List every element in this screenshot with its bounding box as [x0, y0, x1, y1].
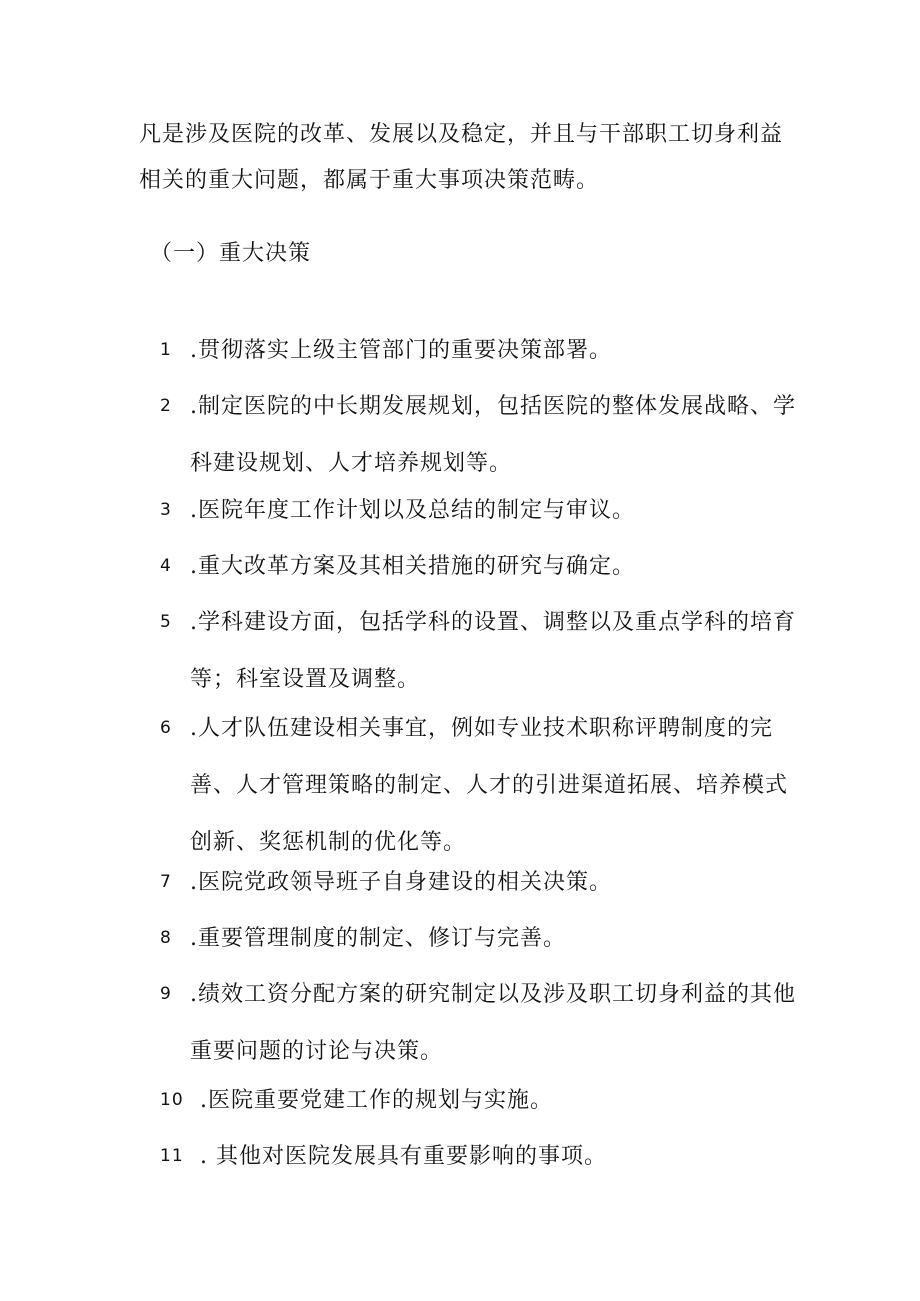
list-item-number: 11 — [160, 1146, 184, 1166]
list-item-number: 5 — [160, 612, 172, 632]
list-item-text: . 其他对医院发展具有重要影响的事项。 — [200, 1144, 607, 1169]
list-item-number: 3 — [160, 500, 172, 520]
list-item-text: .医院党政领导班子自身建设的相关决策。 — [190, 870, 612, 895]
list-item-text: .医院年度工作计划以及总结的制定与审议。 — [190, 498, 635, 523]
list-item — [160, 1128, 810, 1185]
list-item-number: 2 — [160, 396, 172, 416]
list-item-number: 4 — [160, 556, 172, 576]
list-item — [160, 854, 810, 911]
list-item-text: .制定医院的中长期发展规划，包括医院的整体发展战略、学科建设规划、人才培养规划等。 — [190, 394, 796, 476]
section-heading: （一）重大决策 — [150, 241, 312, 266]
list-item-number: 6 — [160, 718, 172, 738]
list-item-text: .学科建设方面，包括学科的设置、调整以及重点学科的培育等；科室设置及调整。 — [190, 610, 796, 692]
list-item-number: 9 — [160, 984, 172, 1004]
list-item — [160, 910, 810, 967]
list-item-number: 10 — [160, 1090, 184, 1110]
list-item — [160, 1072, 810, 1129]
intro-paragraph: 凡是涉及医院的改革、发展以及稳定，并且与干部职工切身利益相关的重大问题，都属于重大事项决策范畴。 — [139, 122, 784, 193]
list-item-text: .医院重要党建工作的规划与实施。 — [200, 1088, 553, 1113]
list-item — [160, 322, 810, 379]
list-item-text: .人才队伍建设相关事宜，例如专业技术职称评聘制度的完善、人才管理策略的制定、人才的引进渠道拓展、培养模式创新、奖惩机制的优化等。 — [190, 716, 789, 855]
list-item-text: .重大改革方案及其相关措施的研究与确定。 — [190, 554, 635, 579]
list-item-text: .重要管理制度的制定、修订与完善。 — [190, 926, 566, 951]
list-item — [160, 966, 810, 1080]
list-item-text: .绩效工资分配方案的研究制定以及涉及职工切身利益的其他重要问题的讨论与决策。 — [190, 982, 796, 1064]
list-item — [160, 482, 810, 539]
list-item — [160, 594, 810, 708]
list-item — [160, 538, 810, 595]
list-item-number: 8 — [160, 928, 172, 948]
list-item-number: 7 — [160, 872, 172, 892]
list-item-text: .贯彻落实上级主管部门的重要决策部署。 — [190, 338, 612, 363]
list-item-number: 1 — [160, 340, 172, 360]
list-item — [160, 378, 810, 492]
list-item — [160, 700, 810, 871]
